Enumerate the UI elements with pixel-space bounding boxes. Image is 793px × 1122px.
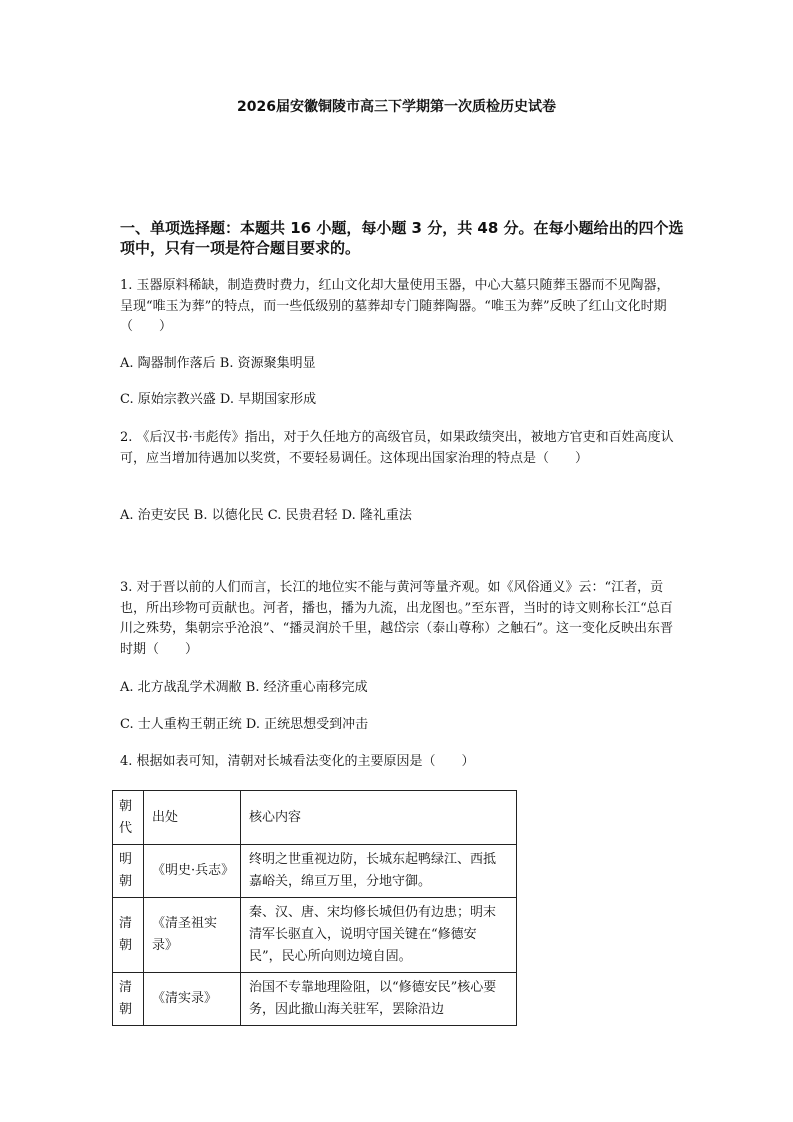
question-2-options-line-1: A. 治吏安民 B. 以德化民 C. 民贵君轻 D. 隆礼重法 [120,508,412,523]
question-1-options-line-1: A. 陶器制作落后 B. 资源聚集明显 [120,356,316,371]
question-3-options-line-2: C. 士人重构王朝正统 D. 正统思想受到冲击 [120,717,369,732]
question-1-options-line-2: C. 原始宗教兴盛 D. 早期国家形成 [120,392,317,407]
table-header-cell: 朝代 [113,791,144,845]
question-4-stem: 4. 根据如表可知，清朝对长城看法变化的主要原因是（ ） [120,754,475,769]
section-heading: 一、单项选择题：本题共 16 小题，每小题 3 分，共 48 分。在每小题给出的四个选项中，只有一项是符合题目要求的。 [120,219,684,257]
table-header-cell: 出处 [144,791,241,845]
table-cell-content: 终明之世重视边防，长城东起鸭绿江、西抵嘉峪关，绵亘万里，分地守御。 [241,845,517,898]
question-1-stem: 1. 玉器原料稀缺，制造费时费力，红山文化却大量使用玉器，中心大墓只随葬玉器而不见陶器，呈现“唯玉为葬”的特点，而一些低级别的墓葬却专门随葬陶器。“唯玉为葬”反映了红山文化时期（ ） [120,278,670,334]
question-3-options-line-1: A. 北方战乱学术凋敝 B. 经济重心南移完成 [120,680,368,695]
question-2-stem: 2. 《后汉书·韦彪传》指出，对于久任地方的高级官员，如果政绩突出，被地方官吏和百姓高度认可，应当增加待遇加以奖赏，不要轻易调任。这体现出国家治理的特点是（ ） [120,430,674,466]
table-row [113,973,517,1026]
table-row [113,898,517,973]
table-cell-content: 治国不专靠地理险阻，以“修德安民”核心要务，因此撤山海关驻军，罢除沿边 [241,973,517,1026]
table-cell-source: 《明史·兵志》 [144,845,241,898]
table-cell-source: 《清实录》 [144,973,241,1026]
dynasty-table [112,790,517,1026]
table-cell-dynasty: 清朝 [113,973,144,1026]
table-header-row [113,791,517,845]
table-header-cell: 核心内容 [241,791,517,845]
question-3-stem: 3. 对于晋以前的人们而言，长江的地位实不能与黄河等量齐观。如《风俗通义》云：“江者，贡也，所出珍物可贡献也。河者，播也，播为九流，出龙图也。”至东晋，当时的诗文则称长江“总百川之殊势，集朝宗乎沧浪”、“播灵润於千里，越岱宗（泰山尊称）之触石”。这一变化反映出东晋时期（ ） [120,580,673,657]
page-title: 2026届安徽铜陵市高三下学期第一次质检历史试卷 [237,99,556,115]
table-cell-content: 秦、汉、唐、宋均修长城但仍有边患；明末清军长驱直入，说明守国关键在“修德安民”，民心所向则边境自固。 [241,898,517,973]
table-cell-dynasty: 清朝 [113,898,144,973]
table-cell-source: 《清圣祖实录》 [144,898,241,973]
table-row [113,845,517,898]
table-cell-dynasty: 明朝 [113,845,144,898]
